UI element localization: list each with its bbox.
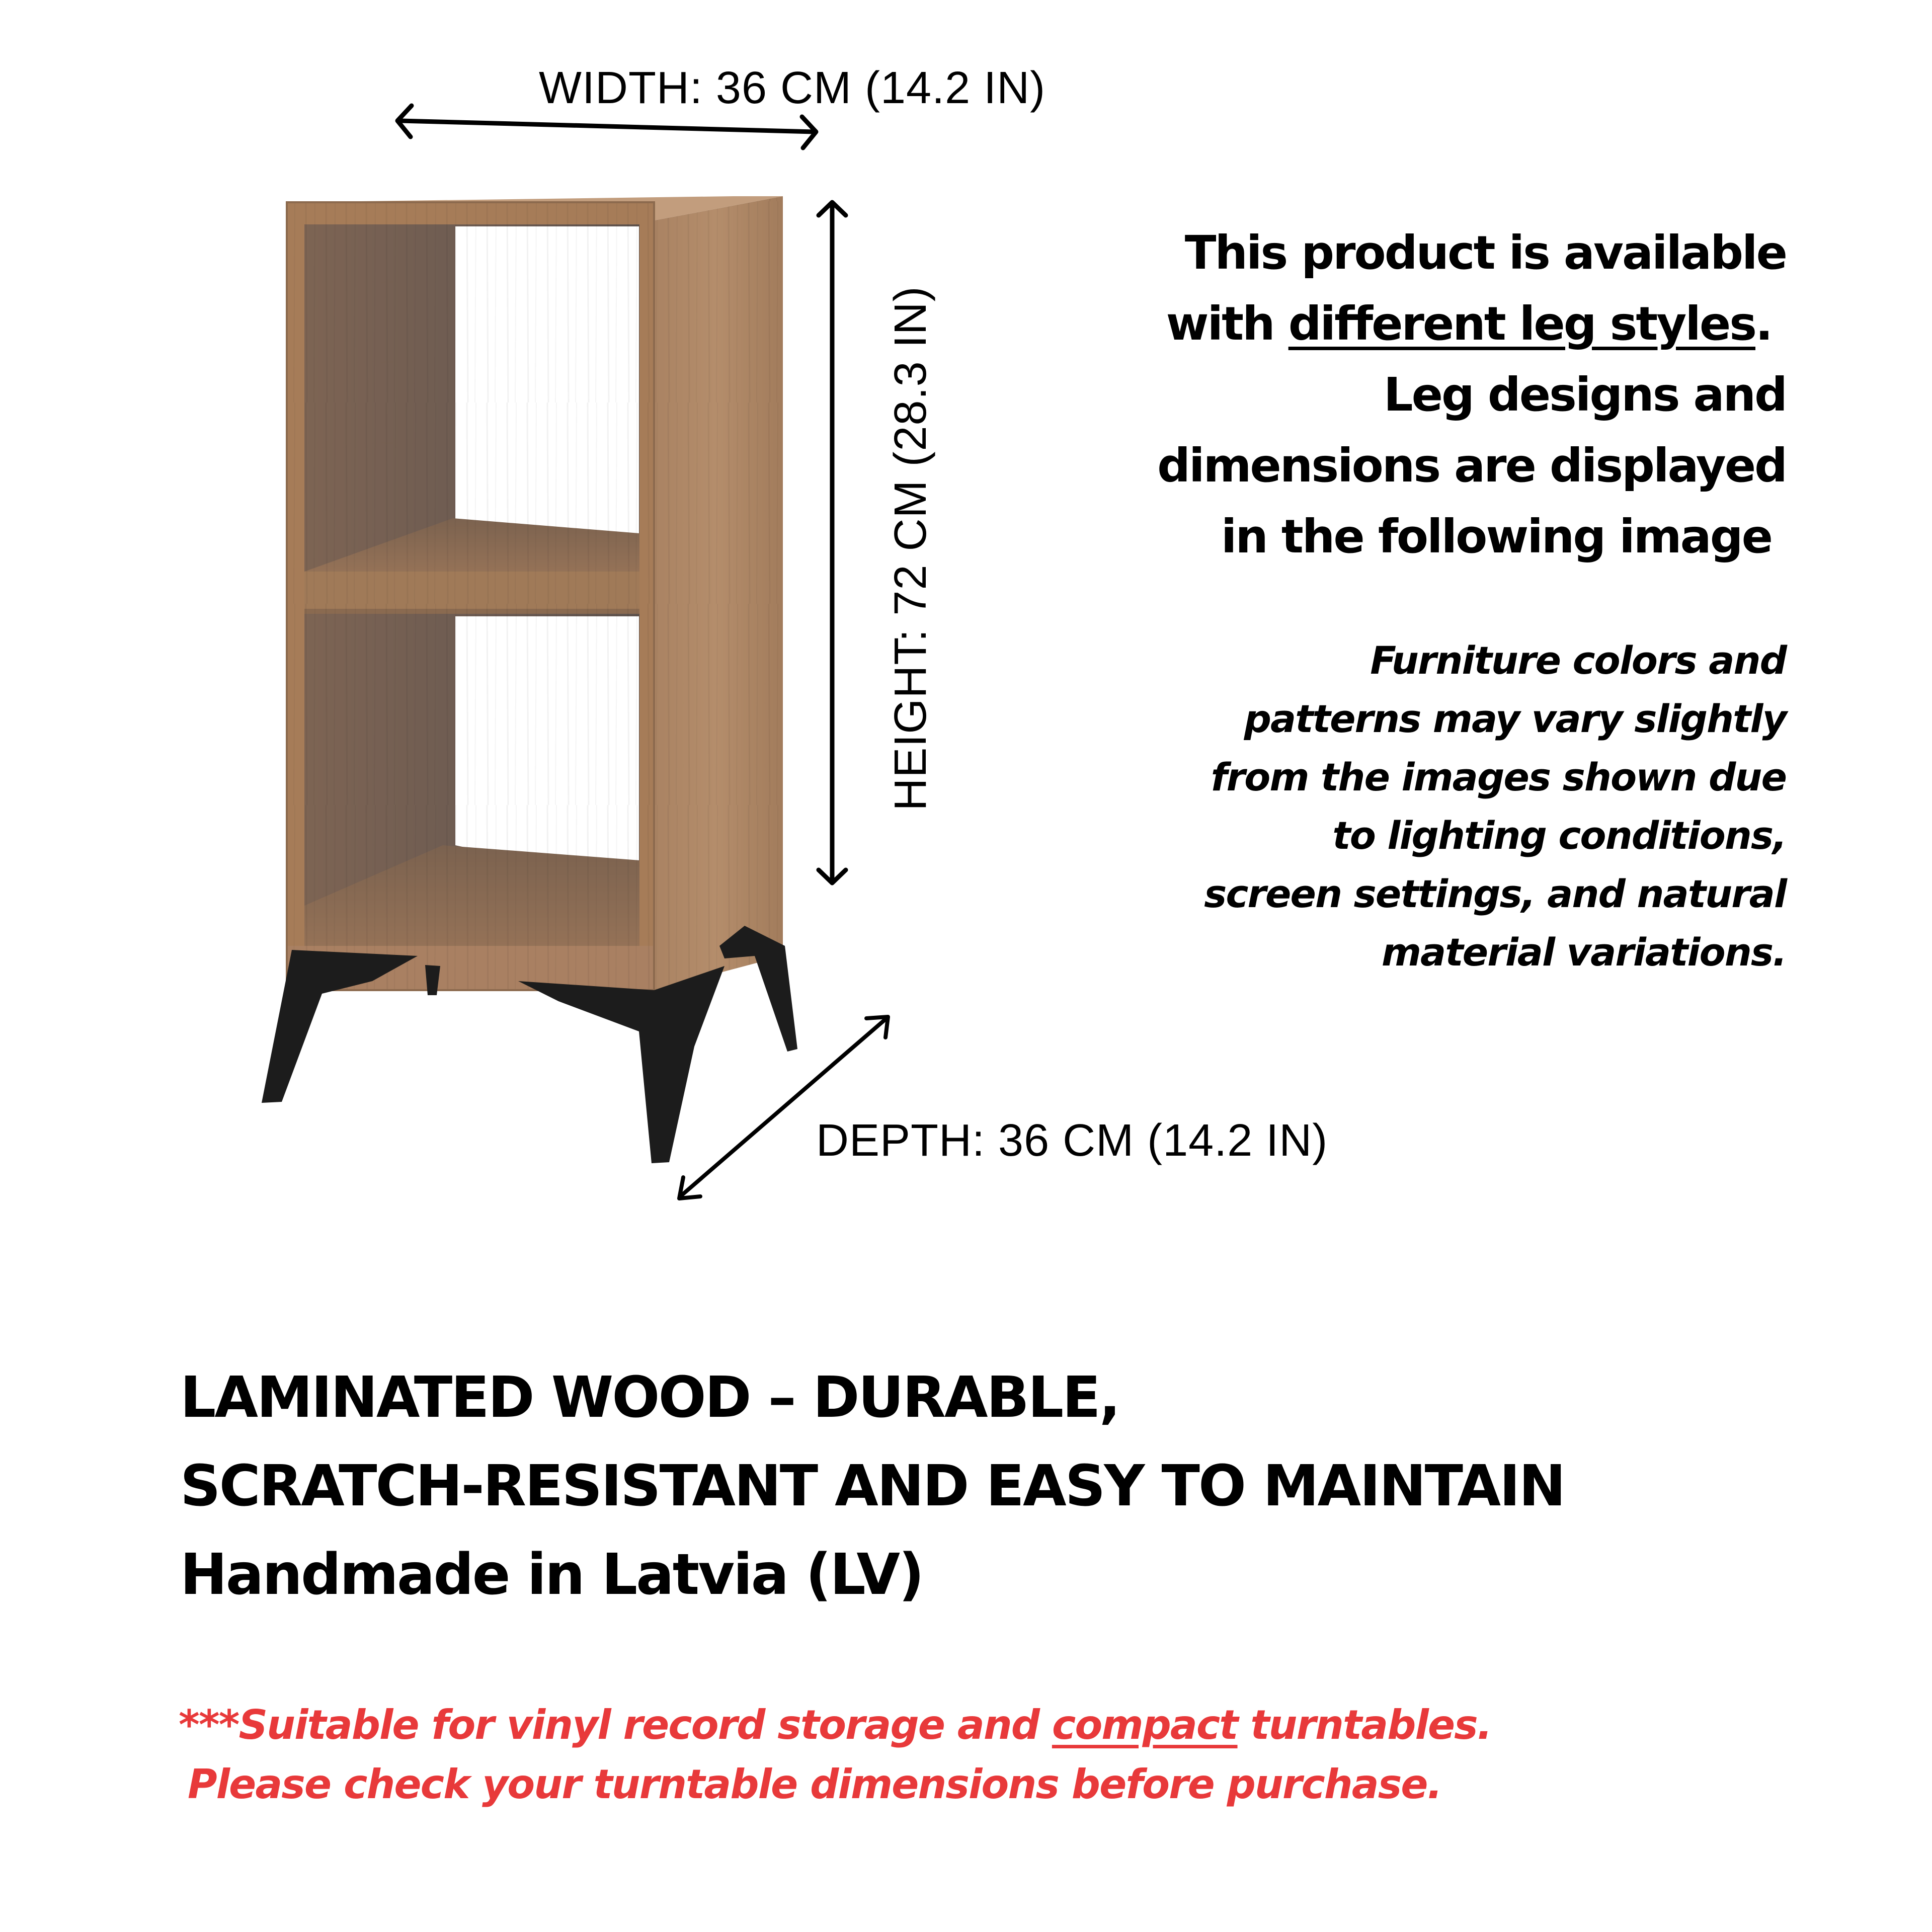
height-arrow	[819, 202, 846, 883]
note-line-2: Please check your turntable dimensions before purchase.	[188, 1761, 1441, 1808]
width-label: WIDTH: 36 CM (14.2 IN)	[539, 63, 1046, 113]
disclaimer-line: from the images shown due	[1211, 755, 1786, 799]
disclaimer-line: Furniture colors and	[1370, 638, 1786, 683]
origin-line: Handmade in Latvia (LV)	[180, 1542, 923, 1607]
compact-emphasis: compact	[1052, 1702, 1238, 1748]
disclaimer-line: material variations.	[1381, 930, 1786, 975]
headline-line-2: SCRATCH-RESISTANT AND EASY TO MAINTAIN	[180, 1454, 1565, 1519]
turntable-note	[179, 1696, 1839, 1814]
disclaimer-line: to lighting conditions,	[1332, 813, 1786, 858]
info-line-1: This product is available	[1184, 226, 1786, 280]
headline-line-1: LAMINATED WOOD – DURABLE,	[180, 1365, 1119, 1430]
depth-arrow	[679, 1017, 888, 1198]
info-line-5	[1031, 501, 1786, 572]
material-headline	[180, 1353, 1840, 1619]
height-label: HEIGHT: 72 CM (28.3 IN)	[886, 286, 936, 811]
info-line-5-text: in the following image	[1221, 510, 1772, 564]
different-leg-styles-link[interactable]: different leg styles	[1288, 297, 1756, 351]
info-line-2	[1031, 288, 1786, 359]
color-disclaimer	[1082, 631, 1786, 982]
info-line-2-prefix: with	[1166, 297, 1289, 351]
disclaimer-line: patterns may vary slightly	[1244, 696, 1786, 741]
disclaimer-line: screen settings, and natural	[1204, 871, 1786, 916]
note-line-1-suffix: turntables.	[1237, 1702, 1492, 1748]
note-line-1-prefix: ***Suitable for vinyl record storage and	[179, 1702, 1052, 1748]
cabinet	[287, 196, 783, 990]
info-line-3: Leg designs and	[1383, 368, 1786, 422]
info-line-4: dimensions are displayed	[1157, 439, 1786, 493]
depth-label: DEPTH: 36 CM (14.2 IN)	[816, 1115, 1328, 1166]
note-line-1	[179, 1696, 1839, 1755]
info-line-2-suffix: .	[1755, 297, 1772, 351]
leg-styles-info	[1031, 217, 1786, 572]
